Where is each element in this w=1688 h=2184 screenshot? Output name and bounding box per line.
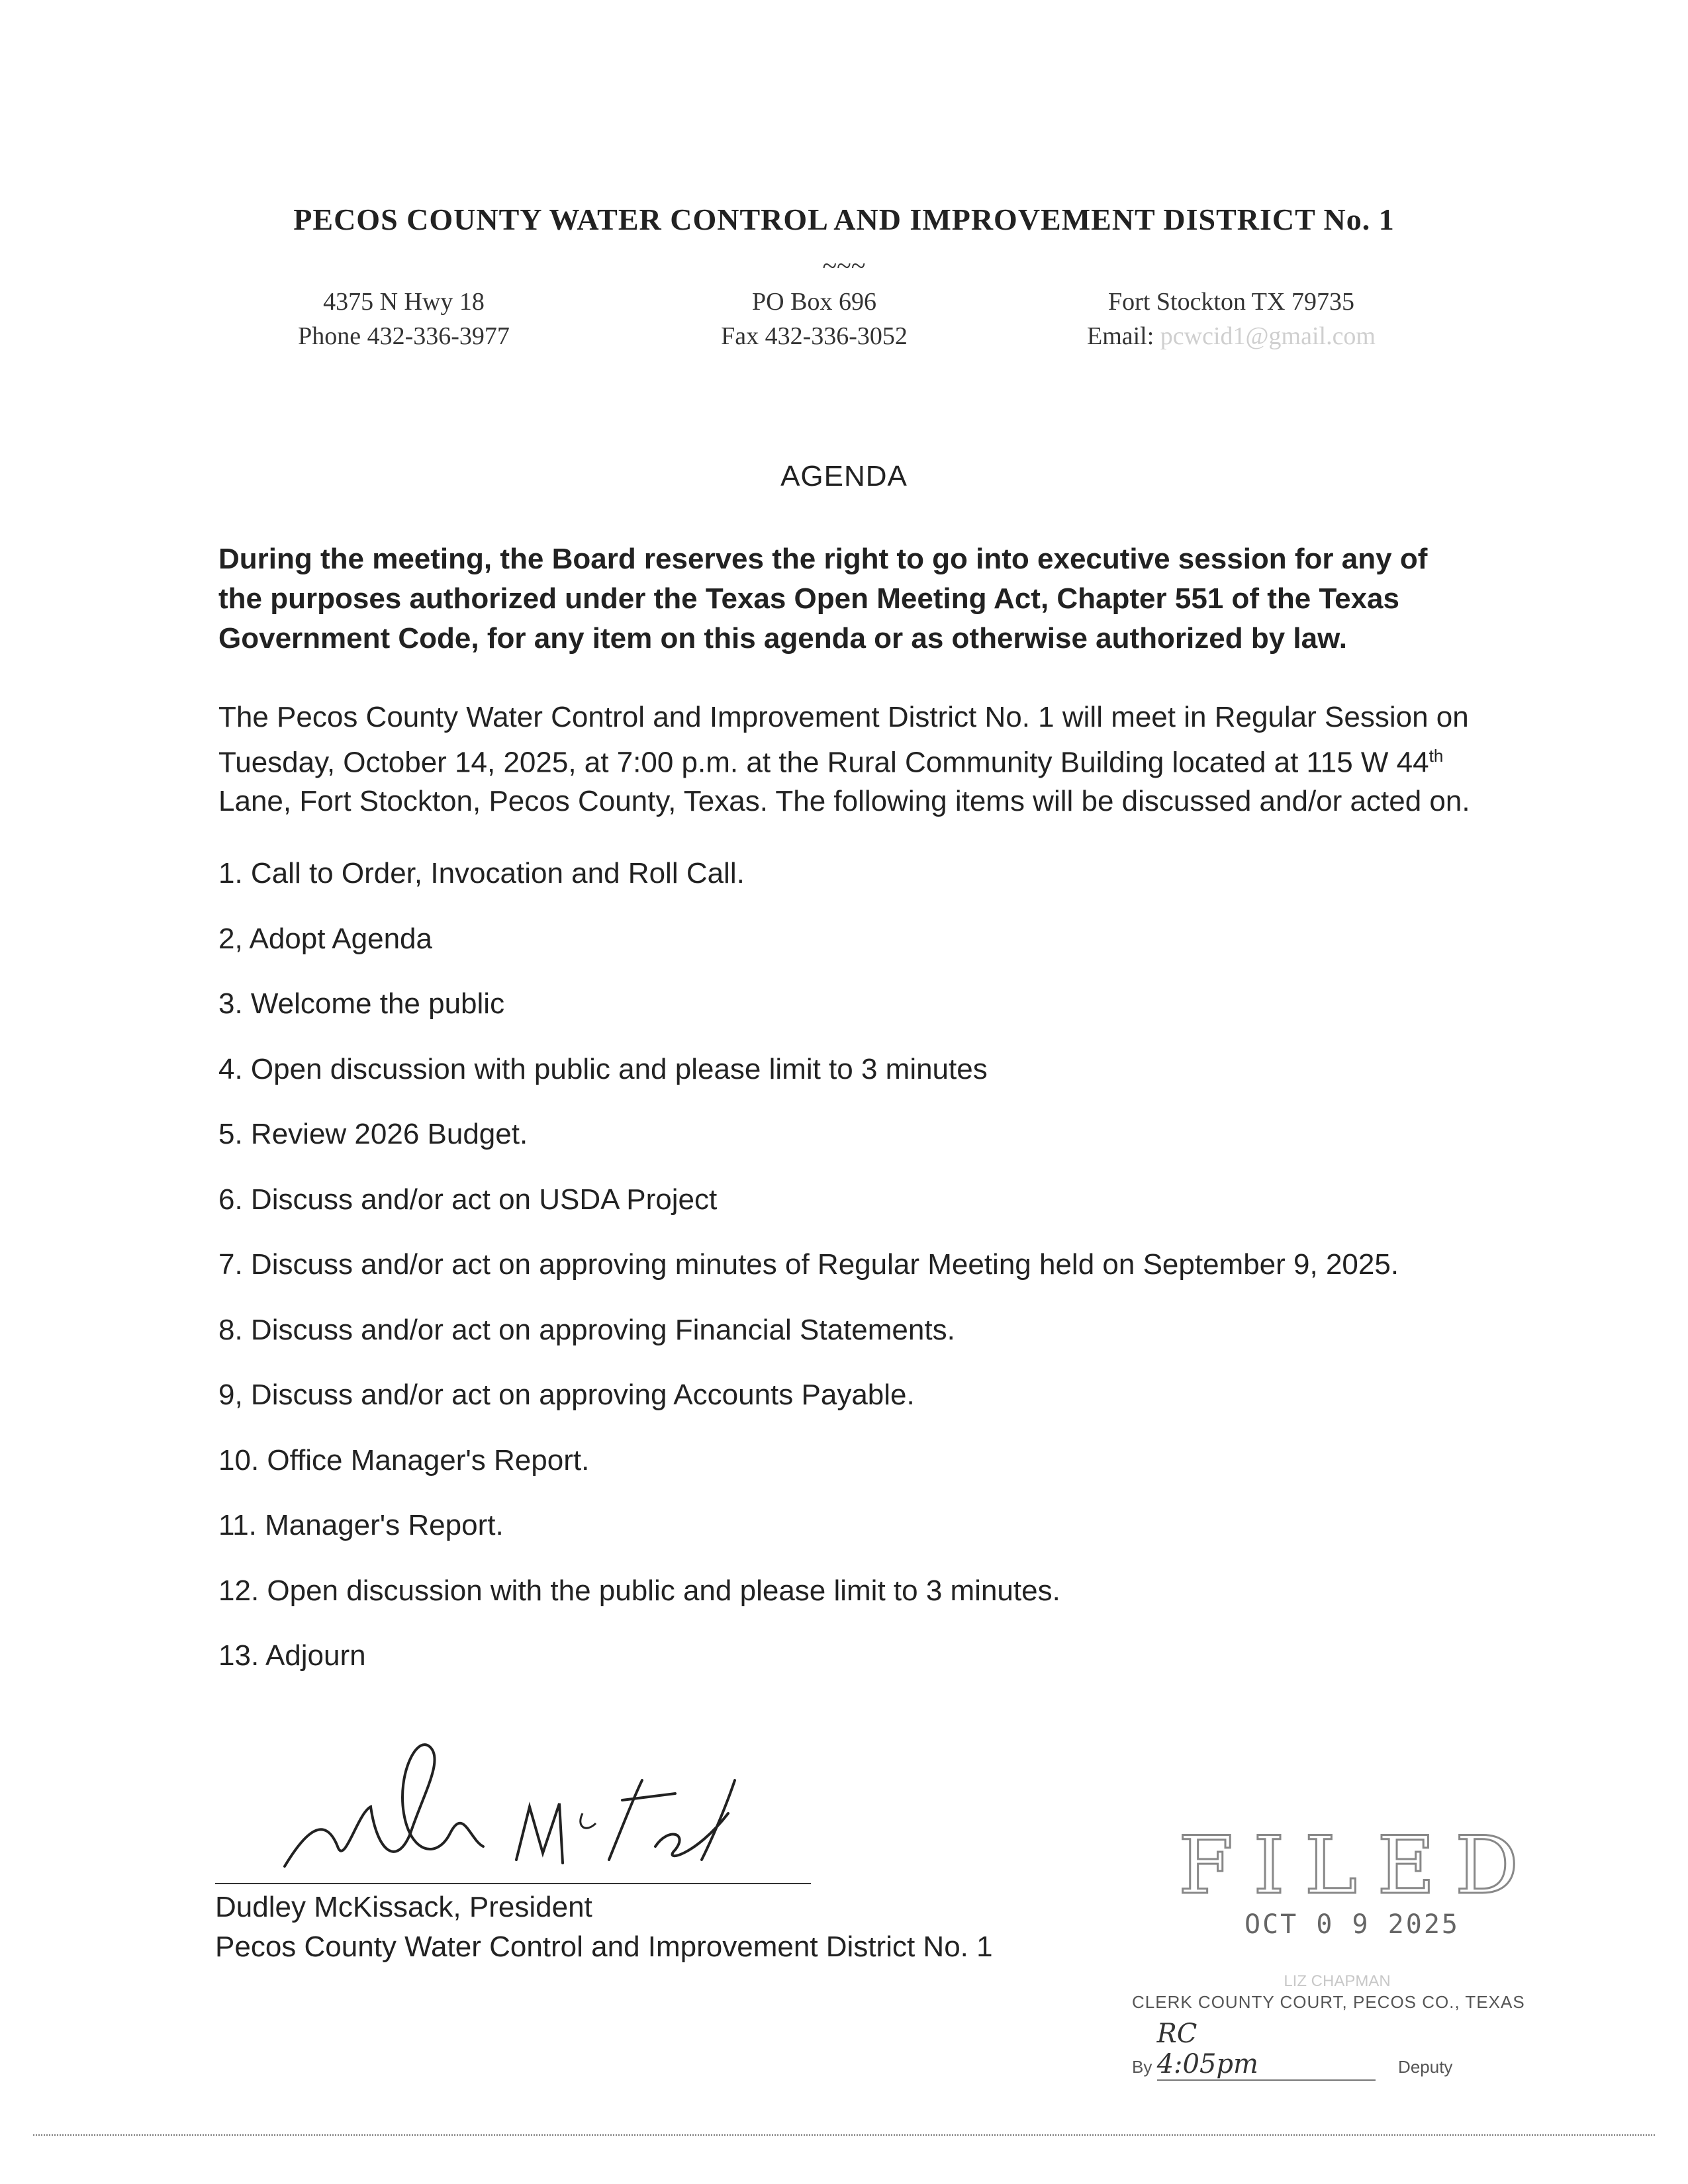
stamp-by-line: [1132, 2019, 1542, 2081]
filed-stamp-letters: FILED: [1178, 1820, 1539, 1912]
signer-block: [215, 1888, 1076, 1967]
signer-organization: Pecos County Water Control and Improvement District No. 1: [215, 1931, 993, 1963]
contact-right: [1046, 285, 1417, 353]
clerk-initials: RC: [1156, 2019, 1197, 2049]
agenda-item-6: 6. Discuss and/or act on USDA Project: [218, 1183, 718, 1216]
handwritten-signature: [265, 1734, 834, 1886]
agenda-item-10: 10. Office Manager's Report.: [218, 1443, 590, 1477]
executive-session-notice: During the meeting, the Board reserves the right to go into executive session for any of the purposes authorized under the Texas Open Meeting Act, Chapter 551 of the Texas Government Code, for any item on this agenda or as otherwise authorized by law.: [218, 543, 1428, 655]
agenda-item-11: 11. Manager's Report.: [218, 1509, 504, 1541]
agenda-item-4: 4. Open discussion with public and please limit to 3 minutes: [218, 1052, 988, 1085]
scan-edge-line: [33, 2134, 1655, 2136]
contact-middle: [669, 285, 960, 353]
deputy-label: Deputy: [1398, 2057, 1453, 2077]
by-handwriting: [1157, 2019, 1376, 2081]
signer-name-title: Dudley McKissack, President: [215, 1891, 592, 1923]
city-state-zip: Fort Stockton TX 79735: [1108, 288, 1354, 316]
clerk-office: CLERK COUNTY COURT, PECOS CO., TEXAS: [1132, 1992, 1525, 2012]
intro-superscript: th: [1429, 746, 1444, 766]
email-address: pcwcid1@gmail.com: [1160, 322, 1376, 350]
email-label: Email:: [1086, 322, 1154, 350]
header-divider: ~~~: [822, 251, 866, 281]
agenda-item-12: 12. Open discussion with the public and please limit to 3 minutes.: [218, 1574, 1060, 1607]
phone-number: Phone 432-336-3977: [298, 322, 510, 350]
intro-text-1: The Pecos County Water Control and Improvement District No. 1 will meet in Regular Session on Tuesday, October 14, 2025, at 7:00 p.m. at the Rural Community Building located at 115 W 44: [218, 701, 1469, 779]
agenda-heading: AGENDA: [780, 460, 908, 492]
email-line: [1046, 319, 1417, 353]
by-label: By: [1132, 2057, 1152, 2077]
agenda-item-2: 2, Adopt Agenda: [218, 922, 432, 955]
street-address: 4375 N Hwy 18: [323, 288, 485, 316]
contact-left: [271, 285, 536, 353]
po-box: PO Box 696: [752, 288, 876, 316]
agenda-item-7: 7. Discuss and/or act on approving minutes of Regular Meeting held on September 9, 2025.: [218, 1248, 1399, 1281]
agenda-item-1: 1. Call to Order, Invocation and Roll Call.: [218, 857, 745, 889]
district-title: PECOS COUNTY WATER CONTROL AND IMPROVEMENT DISTRICT No. 1: [293, 203, 1395, 236]
agenda-item-3: 3. Welcome the public: [218, 987, 505, 1020]
agenda-item-8: 8. Discuss and/or act on approving Financial Statements.: [218, 1313, 955, 1346]
filed-stamp: [1132, 1817, 1539, 2079]
agenda-items-list: [218, 854, 1476, 1702]
clerk-name: LIZ CHAPMAN: [1284, 1972, 1391, 1990]
signature-line: [215, 1883, 811, 1884]
agenda-item-9: 9, Discuss and/or act on approving Accounts Payable.: [218, 1379, 915, 1411]
filed-time: 4:05pm: [1156, 2049, 1258, 2079]
fax-number: Fax 432-336-3052: [721, 322, 908, 350]
filed-stamp-date: OCT 0 9 2025: [1244, 1909, 1460, 1940]
agenda-item-13: 13. Adjourn: [218, 1639, 366, 1672]
agenda-item-5: 5. Review 2026 Budget.: [218, 1118, 528, 1150]
meeting-intro: [218, 698, 1476, 821]
intro-text-2: Lane, Fort Stockton, Pecos County, Texas. The following items will be discussed and/or acted on.: [218, 784, 1470, 817]
